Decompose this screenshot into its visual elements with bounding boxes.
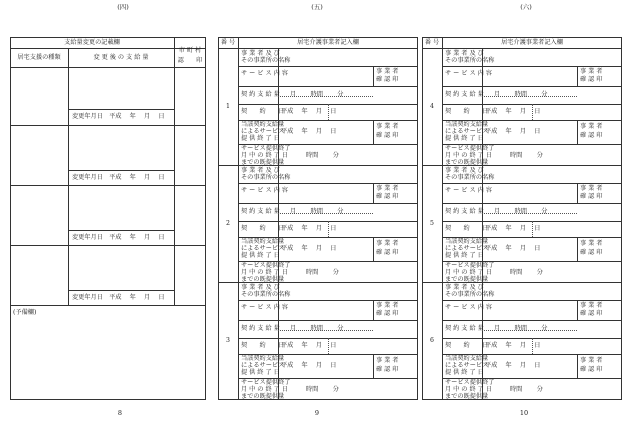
- service-end-date-value: 平成 年 月 日: [485, 245, 541, 252]
- provider-confirm-label: 事 業 者: [376, 185, 399, 192]
- service-end-amount-label-2: によるサービス: [241, 245, 285, 252]
- provider-confirm-stamp-label-2: 確 認 印: [376, 366, 399, 373]
- block-number: 5: [430, 219, 434, 227]
- service-content-field[interactable]: [280, 185, 371, 201]
- service-end-amount-label-3: 提 供 終 了 日: [445, 135, 484, 142]
- contract-date-value: 平成 年 月 日: [281, 108, 337, 115]
- service-end-month-label-2: 月 中 の 終 了 日: [445, 152, 492, 159]
- service-end-amount-label-1: 当該契約支給量: [241, 355, 285, 362]
- service-end-time-value: 時間 分: [510, 386, 543, 393]
- service-content-label: サ ー ビ ス 内 容: [241, 187, 288, 194]
- contract-date-value: 平成 年 月 日: [281, 225, 337, 232]
- benefit-change-table: [10, 37, 206, 400]
- provider-confirm-label-2: 事 業 者: [376, 357, 399, 364]
- service-end-time-value: 時間 分: [510, 269, 543, 276]
- block-number: 1: [226, 102, 230, 110]
- service-end-month-label-1: サービス提供終了: [445, 379, 495, 386]
- provider-confirm-stamp-label-2: 確 認 印: [580, 366, 603, 373]
- provider-confirm-stamp-label: 確 認 印: [580, 310, 603, 317]
- contract-amount-value: 月 時間 分: [290, 91, 344, 98]
- contract-date-label: 契 約 日: [445, 108, 489, 115]
- contract-amount-label: 契 約 支 給 量: [241, 91, 280, 98]
- provider-name-label-2: その事業所の名称: [445, 291, 495, 298]
- provider-name-label: 事 業 者 及 び: [445, 50, 484, 57]
- contract-date-label: 契 約 日: [241, 342, 285, 349]
- contract-date-value: 平成 年 月 日: [485, 225, 541, 232]
- service-end-month-label-2: 月 中 の 終 了 日: [445, 269, 492, 276]
- change-date-row-3: 変更年月日 平成 年 月 日: [72, 234, 165, 241]
- service-end-month-label-1: サービス提供終了: [445, 262, 495, 269]
- page-number-8: 8: [117, 409, 123, 417]
- service-end-time-value: 時間 分: [306, 152, 339, 159]
- provider-confirm-stamp-label-2: 確 認 印: [580, 132, 603, 139]
- service-content-field[interactable]: [484, 302, 575, 318]
- contract-amount-value: 月 時間 分: [494, 325, 548, 332]
- contract-amount-label: 契 約 支 給 量: [445, 208, 484, 215]
- provider-confirm-label: 事 業 者: [580, 185, 603, 192]
- provider-name-field[interactable]: [280, 50, 416, 64]
- service-end-month-label-1: サービス提供終了: [241, 262, 291, 269]
- service-end-amount-label-3: 提 供 終 了 日: [241, 135, 280, 142]
- service-end-amount-label-2: によるサービス: [241, 362, 285, 369]
- service-end-month-label-1: サービス提供終了: [445, 145, 495, 152]
- service-content-field[interactable]: [280, 302, 371, 318]
- service-end-amount-label-3: 提 供 終 了 日: [445, 252, 484, 259]
- changed-amount-header: 変 更 後 の 支 給 量: [93, 54, 149, 61]
- number-column-header: 番 号: [424, 39, 440, 46]
- service-content-label: サ ー ビ ス 内 容: [445, 70, 492, 77]
- contract-date-value: 平成 年 月 日: [281, 342, 337, 349]
- block-number: 4: [430, 102, 434, 110]
- service-end-time-value: 時間 分: [510, 152, 543, 159]
- provider-confirm-stamp-label: 確 認 印: [580, 76, 603, 83]
- provider-confirm-label-2: 事 業 者: [580, 240, 603, 247]
- service-end-amount-label-2: によるサービス: [445, 128, 489, 135]
- provider-confirm-stamp-label: 確 認 印: [376, 76, 399, 83]
- service-end-amount-label-2: によるサービス: [445, 362, 489, 369]
- service-end-month-label-2: 月 中 の 終 了 日: [241, 386, 288, 393]
- provider-section-title: 居宅介護事業者記入欄: [297, 39, 359, 46]
- provider-name-label: 事 業 者 及 び: [445, 284, 484, 291]
- service-end-amount-label-3: 提 供 終 了 日: [241, 252, 280, 259]
- block-number: 3: [226, 336, 230, 344]
- contract-date-label: 契 約 日: [445, 342, 489, 349]
- service-end-month-label-3: までの既提供量: [445, 276, 489, 283]
- contract-amount-value: 月 時間 分: [494, 91, 548, 98]
- provider-name-field[interactable]: [484, 167, 620, 181]
- service-end-amount-label-1: 当該契約支給量: [445, 355, 489, 362]
- contract-amount-value: 月 時間 分: [494, 208, 548, 215]
- service-content-label: サ ー ビ ス 内 容: [445, 187, 492, 194]
- contract-date-value: 平成 年 月 日: [485, 108, 541, 115]
- service-content-field[interactable]: [280, 68, 371, 84]
- service-end-month-label-1: サービス提供終了: [241, 379, 291, 386]
- change-date-row-1: 変更年月日 平成 年 月 日: [72, 113, 165, 120]
- provider-confirm-stamp-label-2: 確 認 印: [376, 249, 399, 256]
- service-end-month-label-3: までの既提供量: [241, 393, 285, 400]
- service-end-month-label-3: までの既提供量: [241, 276, 285, 283]
- service-end-month-label-3: までの既提供量: [445, 393, 489, 400]
- service-end-time-value: 時間 分: [306, 269, 339, 276]
- provider-confirm-stamp-label-2: 確 認 印: [376, 132, 399, 139]
- change-date-row-2: 変更年月日 平成 年 月 日: [72, 174, 165, 181]
- service-end-amount-label-3: 提 供 終 了 日: [241, 369, 280, 376]
- contract-amount-value: 月 時間 分: [290, 208, 344, 215]
- provider-name-label: 事 業 者 及 び: [241, 167, 280, 174]
- contract-amount-value: 月 時間 分: [290, 325, 344, 332]
- provider-confirm-label-2: 事 業 者: [580, 123, 603, 130]
- provider-confirm-stamp-label: 確 認 印: [376, 193, 399, 200]
- contract-amount-label: 契 約 支 給 量: [445, 325, 484, 332]
- support-kind-header: 居宅支援の種類: [17, 54, 61, 61]
- contract-amount-label: 契 約 支 給 量: [445, 91, 484, 98]
- benefit-change-title: 支給量変更の記載欄: [64, 39, 120, 46]
- service-end-date-value: 平成 年 月 日: [281, 362, 337, 369]
- service-content-label: サ ー ビ ス 内 容: [241, 304, 288, 311]
- contract-date-value: 平成 年 月 日: [485, 342, 541, 349]
- provider-name-label: 事 業 者 及 び: [445, 167, 484, 174]
- provider-name-field[interactable]: [280, 167, 416, 181]
- page-heading-6: (六): [520, 3, 532, 11]
- provider-name-field[interactable]: [280, 284, 416, 298]
- service-end-date-value: 平成 年 月 日: [485, 128, 541, 135]
- service-end-date-value: 平成 年 月 日: [281, 245, 337, 252]
- contract-date-label: 契 約 日: [241, 108, 285, 115]
- provider-section-title: 居宅介護事業者記入欄: [501, 39, 563, 46]
- service-content-field[interactable]: [484, 68, 575, 84]
- provider-confirm-stamp-label: 確 認 印: [376, 310, 399, 317]
- service-end-month-label-2: 月 中 の 終 了 日: [241, 269, 288, 276]
- notes-label: (予備欄): [13, 309, 37, 316]
- service-end-date-value: 平成 年 月 日: [281, 128, 337, 135]
- service-content-label: サ ー ビ ス 内 容: [445, 304, 492, 311]
- number-column-header: 番 号: [220, 39, 236, 46]
- service-end-month-label-1: サービス提供終了: [241, 145, 291, 152]
- service-end-amount-label-1: 当該契約支給量: [241, 238, 285, 245]
- change-date-row-4: 変更年月日 平成 年 月 日: [72, 294, 165, 301]
- block-number: 6: [430, 336, 434, 344]
- provider-confirm-label-2: 事 業 者: [580, 357, 603, 364]
- page-heading-5: (五): [311, 3, 323, 11]
- provider-name-label: 事 業 者 及 び: [241, 50, 280, 57]
- municipality-stamp-header-2: 認 印: [177, 57, 203, 64]
- contract-amount-label: 契 約 支 給 量: [241, 325, 280, 332]
- provider-name-label-2: その事業所の名称: [445, 174, 495, 181]
- block-number: 2: [226, 219, 230, 227]
- contract-date-label: 契 約 日: [241, 225, 285, 232]
- provider-confirm-label-2: 事 業 者: [376, 123, 399, 130]
- provider-name-label-2: その事業所の名称: [445, 57, 495, 64]
- provider-confirm-label: 事 業 者: [376, 302, 399, 309]
- provider-confirm-label: 事 業 者: [580, 68, 603, 75]
- provider-confirm-stamp-label-2: 確 認 印: [580, 249, 603, 256]
- service-end-amount-label-1: 当該契約支給量: [445, 121, 489, 128]
- provider-name-label-2: その事業所の名称: [241, 57, 291, 64]
- service-content-label: サ ー ビ ス 内 容: [241, 70, 288, 77]
- contract-amount-label: 契 約 支 給 量: [241, 208, 280, 215]
- service-end-month-label-3: までの既提供量: [445, 159, 489, 166]
- contract-date-label: 契 約 日: [445, 225, 489, 232]
- service-end-amount-label-2: によるサービス: [241, 128, 285, 135]
- page-number-9: 9: [314, 409, 320, 417]
- provider-name-label: 事 業 者 及 び: [241, 284, 280, 291]
- service-end-amount-label-2: によるサービス: [445, 245, 489, 252]
- provider-name-field[interactable]: [484, 284, 620, 298]
- service-end-month-label-3: までの既提供量: [241, 159, 285, 166]
- page-heading-4: (四): [117, 3, 129, 11]
- service-end-month-label-2: 月 中 の 終 了 日: [241, 152, 288, 159]
- service-end-amount-label-1: 当該契約支給量: [241, 121, 285, 128]
- municipality-stamp-header-1: 市 町 村: [178, 47, 202, 54]
- provider-confirm-stamp-label: 確 認 印: [580, 193, 603, 200]
- service-content-field[interactable]: [484, 185, 575, 201]
- service-end-time-value: 時間 分: [306, 386, 339, 393]
- service-end-amount-label-3: 提 供 終 了 日: [445, 369, 484, 376]
- provider-confirm-label: 事 業 者: [580, 302, 603, 309]
- service-end-amount-label-1: 当該契約支給量: [445, 238, 489, 245]
- service-end-month-label-2: 月 中 の 終 了 日: [445, 386, 492, 393]
- page-number-10: 10: [519, 409, 529, 417]
- service-end-date-value: 平成 年 月 日: [485, 362, 541, 369]
- provider-confirm-label: 事 業 者: [376, 68, 399, 75]
- provider-name-field[interactable]: [484, 50, 620, 64]
- provider-name-label-2: その事業所の名称: [241, 291, 291, 298]
- provider-confirm-label-2: 事 業 者: [376, 240, 399, 247]
- provider-name-label-2: その事業所の名称: [241, 174, 291, 181]
